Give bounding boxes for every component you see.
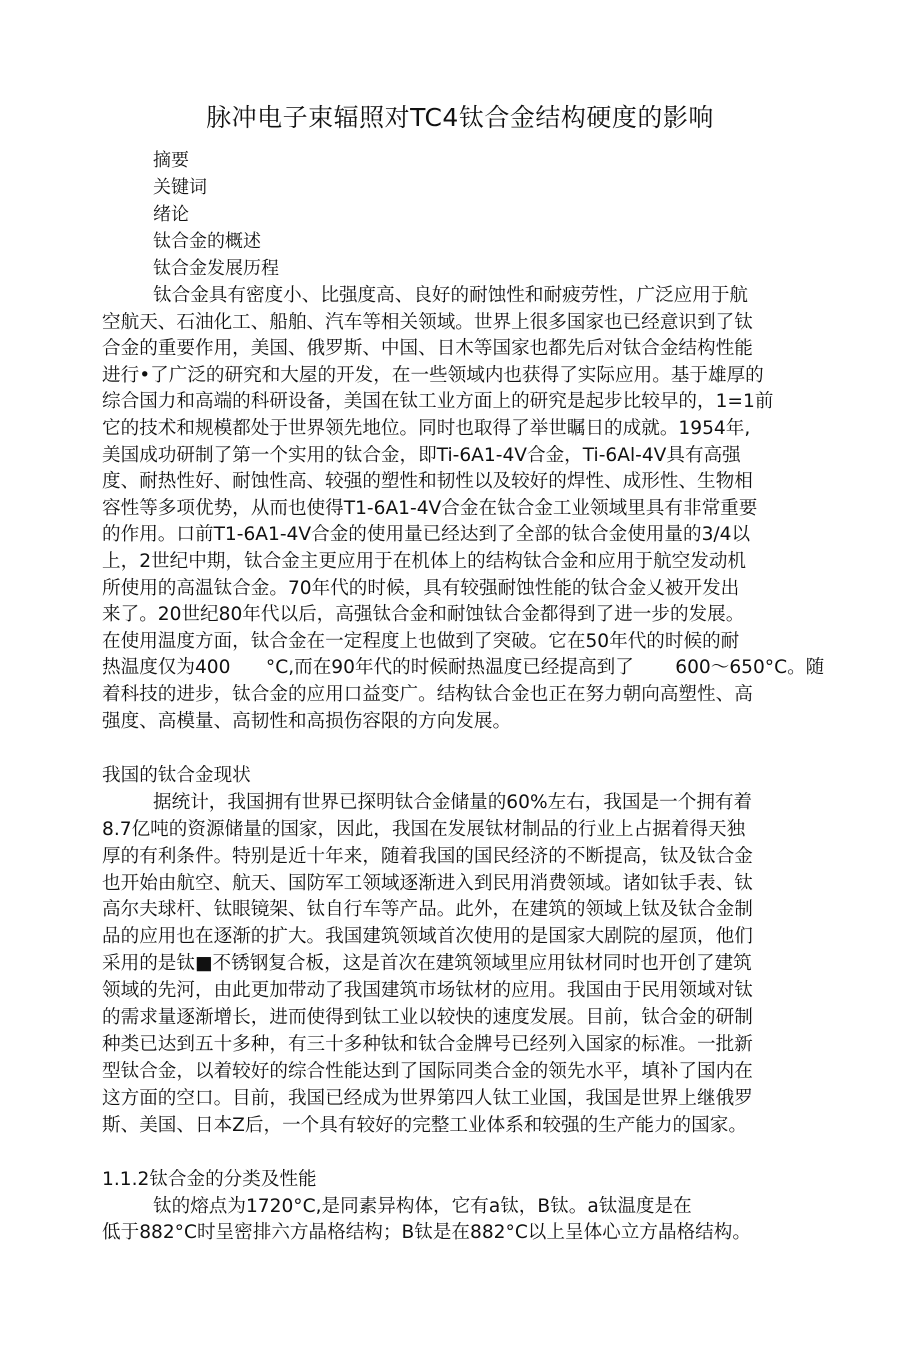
text-line: 据统计，我国拥有世界已探明钛合金储量的60%左右，我国是一个拥有着 xyxy=(153,791,753,813)
text-line: 采用的是钛■不锈钢复合板，这是首次在建筑领域里应用钛材同时也开创了建筑 xyxy=(102,953,752,975)
paragraph-history xyxy=(102,283,824,735)
text-line: 高尔夫球杆、钛眼镜架、钛自行车等产品。此外，在建筑的领域上钛及钛合金制 xyxy=(102,899,753,921)
text-line: 钛的熔点为1720°C,是同素异构体，它有a钛，B钛。a钛温度是在 xyxy=(153,1195,692,1217)
text-line: 低于882°C时呈密排六方晶格结构；B钛是在882°C以上呈体心立方晶格结构。 xyxy=(102,1222,751,1244)
text-line: 钛合金具有密度小、比强度高、良好的耐蚀性和耐疲劳性，广泛应用于航 xyxy=(153,285,749,306)
text-line: 8.7亿吨的资源储量的国家，因此，我国在发展钛材制品的行业上占据着得天独 xyxy=(102,818,746,840)
text-line: 种类已达到五十多种，有三十多种钛和钛合金牌号已经列入国家的标准。一批新 xyxy=(102,1033,753,1055)
text-line: 容性等多项优势，从而也使得T1-6A1-4V合金在钛合金工业领域里具有非常重要 xyxy=(102,497,758,519)
outline-item-history: 钛合金发展历程 xyxy=(153,258,279,279)
text-line: 型钛合金，以着较好的综合性能达到了国际同类合金的领先水平，填补了国内在 xyxy=(102,1060,753,1082)
text-line: 也开始由航空、航天、国防军工领域逐渐进入到民用消费领域。诸如钛手表、钛 xyxy=(102,872,753,894)
outline-list xyxy=(153,147,279,282)
document-title: 脉冲电子束辐照对TC4钛合金结构硬度的影响 xyxy=(206,103,714,132)
text-line: 空航天、石油化工、船舶、汽车等相关领域。世界上很多国家也已经意识到了钛 xyxy=(102,311,753,333)
section-classification xyxy=(102,1167,751,1247)
text-line: 合金的重要作用，美国、俄罗斯、中国、日木等国家也都先后对钛合金结构性能 xyxy=(102,338,753,360)
text-line: 这方面的空口。目前，我国已经成为世界第四人钛工业国，我国是世界上继俄罗 xyxy=(102,1087,753,1109)
outline-item-keywords: 关键词 xyxy=(153,177,207,198)
text-line: 着科技的进步，钛合金的应用口益变广。结构钛合金也正在努力朝向高塑性、高 xyxy=(102,683,753,705)
text-line: 强度、高模量、高韧性和高损伤容限的方向发展。 xyxy=(102,710,512,732)
section-china-status xyxy=(102,763,753,1139)
text-line: 的需求量逐渐增长，进而使得到钛工业以较快的速度发展。目前，钛合金的研制 xyxy=(102,1007,753,1029)
text-line: 的作用。口前T1-6A1-4V合金的使用量已经达到了全部的钛合金使用量的3/4以 xyxy=(102,524,751,546)
text-line: 热温度仅为400 °C,而在90年代的时候耐热温度已经提高到了 600～650°C。随 xyxy=(102,657,825,679)
section-heading: 1.1.2钛合金的分类及性能 xyxy=(102,1169,317,1190)
text-line: 所使用的高温钛合金。70年代的时候，具有较强耐蚀性能的钛合金乂被开发出 xyxy=(102,577,740,599)
text-line: 领域的先河，由此更加带动了我国建筑市场钛材的应用。我国由于民用领域对钛 xyxy=(102,980,753,1002)
section-heading: 我国的钛合金现状 xyxy=(102,765,251,786)
text-line: 来了。20世纪80年代以后，高强钛合金和耐蚀钛合金都得到了进一步的发展。 xyxy=(102,604,745,626)
text-line: 度、耐热性好、耐蚀性高、较强的塑性和韧性以及较好的焊性、成形性、生物相 xyxy=(102,471,753,493)
outline-item-overview: 钛合金的概述 xyxy=(153,231,261,252)
outline-item-introduction: 绪论 xyxy=(153,204,189,225)
text-line: 进行•了广泛的研究和大屋的开发，在一些领域内也获得了实际应用。基于雄厚的 xyxy=(102,364,764,386)
text-line: 它的技术和规模都处于世界领先地位。同时也取得了举世瞩日的成就。1954年, xyxy=(102,417,751,439)
text-line: 美国成功研制了第一个实用的钛合金，即Ti-6A1-4V合金，Ti-6Al-4V具有高强 xyxy=(102,444,741,466)
text-line: 品的应用也在逐渐的扩大。我国建筑领域首次使用的是国家大剧院的屋顶，他们 xyxy=(102,926,753,948)
text-line: 上，2世纪中期，钛合金主更应用于在机体上的结构钛合金和应用于航空发动机 xyxy=(102,550,747,572)
outline-item-abstract: 摘要 xyxy=(153,150,189,171)
text-line: 综合国力和高端的科研设备，美国在钛工业方面上的研究是起步比较早的，1=1前 xyxy=(102,391,774,413)
text-line: 斯、美国、日本Z后，一个具有较好的完整工业体系和较强的生产能力的国家。 xyxy=(102,1114,747,1136)
text-line: 在使用温度方面，钛合金在一定程度上也做到了突破。它在50年代的时候的耐 xyxy=(102,630,740,652)
text-line: 厚的有利条件。特别是近十年来，随着我国的国民经济的不断提高，钛及钛合金 xyxy=(102,845,753,867)
